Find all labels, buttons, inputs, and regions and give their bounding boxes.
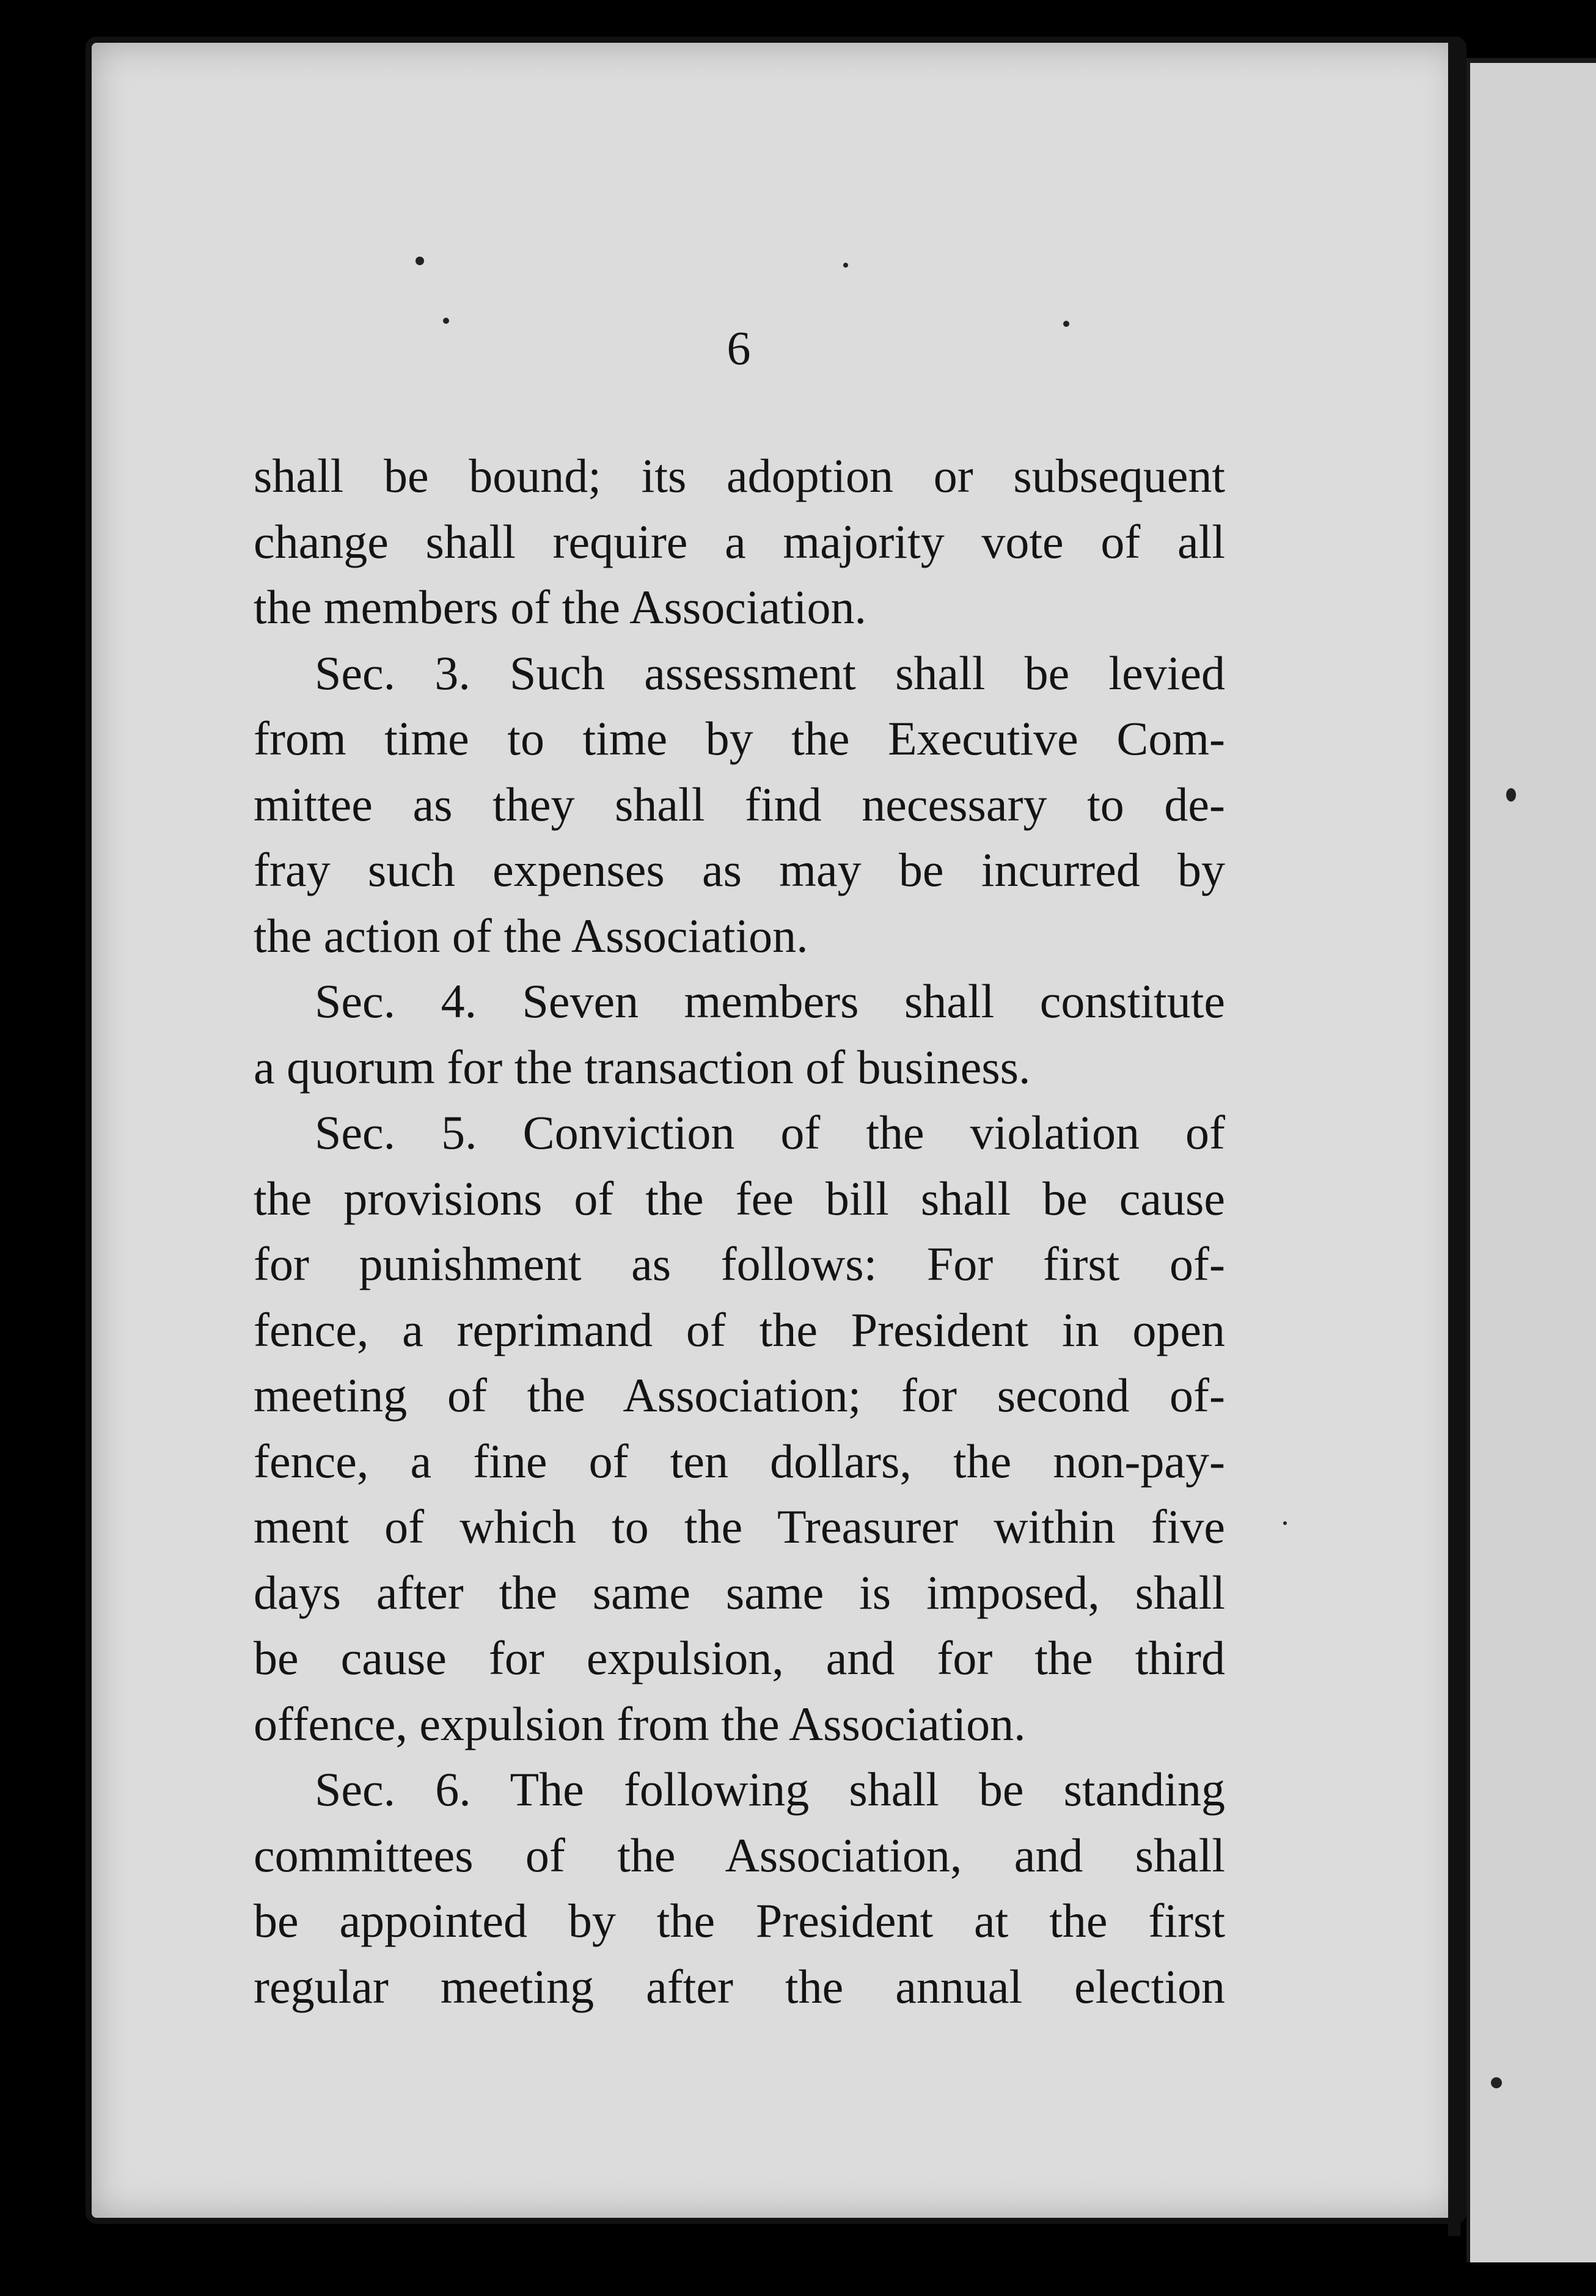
facing-page-edge: [1466, 58, 1596, 2262]
text-line: regular meeting after the annual election: [254, 1959, 1225, 2013]
scan-speck: [1283, 1521, 1287, 1525]
text-line: be appointed by the President at the first: [254, 1894, 1225, 1947]
text-line: meeting of the Association; for second of-: [254, 1369, 1225, 1422]
text-line: for punishment as follows: For first of-: [254, 1237, 1225, 1290]
text-line: a quorum for the transaction of business.: [254, 1040, 1031, 1094]
scan-speck: [1506, 788, 1516, 802]
text-line: ment of which to the Treasurer within five: [254, 1500, 1225, 1553]
page-number: 6: [727, 321, 752, 375]
text-line: the provisions of the fee bill shall be cause: [254, 1171, 1225, 1225]
text-line: Sec. 5. Conviction of the violation of: [315, 1106, 1225, 1159]
text-line: fray such expenses as may be incurred by: [254, 843, 1225, 896]
body-text: [254, 443, 1225, 2019]
text-line: from time to time by the Executive Com-: [254, 712, 1225, 765]
text-line: the action of the Association.: [254, 909, 808, 962]
scan-speck: [1491, 2077, 1502, 2088]
text-line: committees of the Association, and shall: [254, 1828, 1225, 1882]
text-line: the members of the Association.: [254, 580, 866, 634]
text-line: fence, a fine of ten dollars, the non-pay-: [254, 1434, 1225, 1488]
text-line: change shall require a majority vote of all: [254, 514, 1225, 568]
text-line: days after the same same is imposed, shall: [254, 1565, 1225, 1619]
text-line: fence, a reprimand of the President in open: [254, 1303, 1225, 1356]
text-line: Sec. 6. The following shall be standing: [315, 1763, 1225, 1816]
text-line: Sec. 4. Seven members shall constitute: [315, 974, 1225, 1028]
scan-speck: [415, 257, 424, 265]
scan-speck: [1063, 321, 1069, 327]
text-line: be cause for expulsion, and for the third: [254, 1631, 1225, 1684]
scan-speck: [443, 318, 449, 324]
scan-speck: [843, 263, 848, 268]
text-line: mittee as they shall find necessary to de-: [254, 777, 1225, 831]
text-line: shall be bound; its adoption or subsequent: [254, 449, 1225, 502]
text-line: Sec. 3. Such assessment shall be levied: [315, 646, 1225, 700]
text-line: offence, expulsion from the Association.: [254, 1697, 1026, 1750]
